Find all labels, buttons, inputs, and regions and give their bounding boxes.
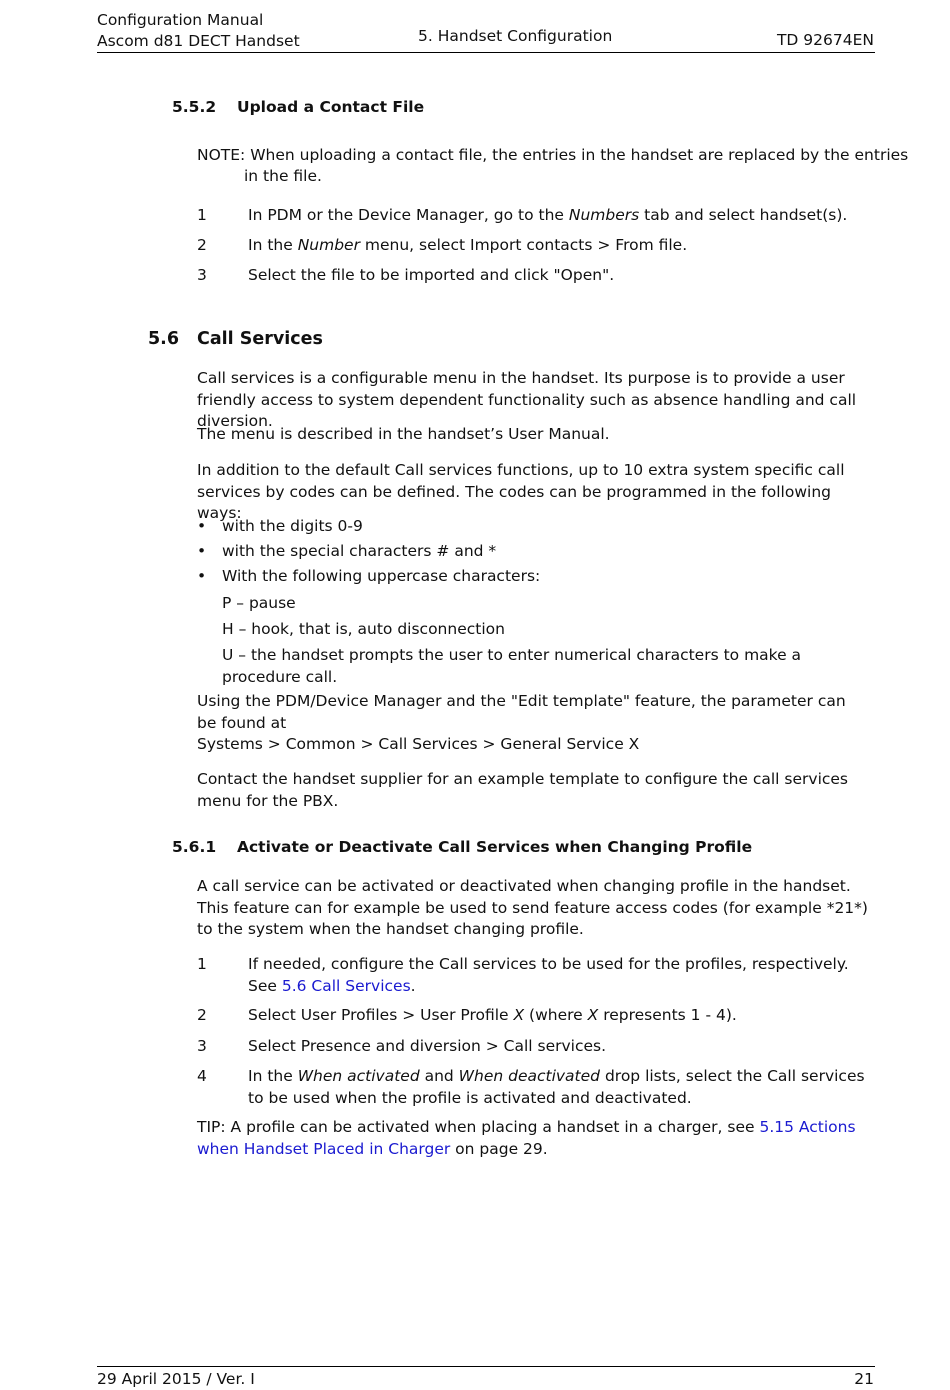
step-text: tab and select handset(s). [639, 206, 848, 224]
step-text: Select Presence and diversion > Call services. [248, 1037, 607, 1055]
bullet-icon: • [197, 542, 207, 560]
section-heading-5-6-1 [172, 838, 752, 856]
list-item [197, 265, 877, 287]
step-text: In the [248, 236, 298, 254]
manual-title: Configuration Manual [97, 11, 264, 29]
paragraph: Call services is a configurable menu in the handset. Its purpose is to provide a user friendly access to system dependent functionality such as absence handling and call diversion. [197, 369, 857, 430]
footer-rule [97, 1366, 875, 1367]
chapter-title: 5. Handset Configuration [418, 27, 613, 45]
paragraph: A call service can be activated or deactivated when changing profile in the handset. This feature can for example be used to send feature access codes (for example *21*) to the system when the handset changing profile. [197, 877, 868, 938]
step-number: 1 [197, 955, 207, 973]
cross-reference-link[interactable]: 5.6 Call Services [281, 976, 411, 995]
bullet-item [197, 517, 877, 535]
paragraph: Contact the handset supplier for an example template to configure the call services menu for the PBX. [197, 770, 849, 810]
step-text: If needed, configure the Call services to be used for the profiles, respectively. See [248, 955, 849, 995]
paragraph [197, 691, 847, 756]
step-text: (where [524, 1006, 588, 1024]
section-heading-5-5-2 [172, 98, 424, 116]
list-item [197, 1066, 877, 1109]
step-number: 1 [197, 206, 207, 224]
product-name: Ascom d81 DECT Handset [97, 32, 300, 50]
step-emphasis: Number [297, 236, 360, 254]
bullet-text: with the special characters # and * [222, 542, 497, 560]
sub-item: H – hook, that is, auto disconnection [222, 620, 505, 638]
note-line-1: NOTE: When uploading a contact file, the entries in the handset are replaced by the entries [197, 146, 909, 164]
step-text: Select User Profiles > User Profile [248, 1006, 514, 1024]
section-title: Call Services [197, 329, 323, 349]
tip-text: TIP: A profile can be activated when placing a handset in a charger, see [197, 1118, 760, 1136]
step-emphasis: X [513, 1006, 525, 1024]
section-title: Activate or Deactivate Call Services when Changing Profile [237, 838, 753, 856]
section-number: 5.5.2 [172, 98, 217, 116]
sub-item: P – pause [222, 594, 296, 612]
paragraph-text: Using the PDM/Device Manager and the "Edit template" feature, the parameter can be found at [197, 692, 846, 732]
bullet-text: with the digits 0-9 [222, 517, 363, 535]
step-number: 2 [197, 1006, 207, 1024]
header-rule [97, 52, 875, 53]
step-text: and [419, 1067, 459, 1085]
note-line-2: in the file. [244, 167, 322, 185]
page-number: 21 [854, 1370, 874, 1388]
paragraph: The menu is described in the handset’s User Manual. [197, 425, 610, 443]
bullet-item [197, 542, 877, 560]
menu-path: Systems > Common > Call Services > General Service X [197, 735, 640, 753]
step-text: . [410, 976, 416, 995]
step-number: 3 [197, 266, 207, 284]
running-header-left [97, 10, 300, 52]
step-text: menu, select Import contacts > From file. [359, 236, 688, 254]
step-text: Select the file to be imported and click "Open". [248, 266, 615, 284]
cross-reference-link[interactable]: 5.15 Actions when Handset Placed in Charger [197, 1118, 856, 1158]
list-item [197, 235, 877, 257]
paragraph: In addition to the default Call services functions, up to 10 extra system specific call services by codes can be defined. The codes can be programmed in the following ways: [197, 461, 845, 522]
step-emphasis: When deactivated [458, 1067, 601, 1085]
list-item [197, 1005, 877, 1027]
step-emphasis: X [587, 1006, 599, 1024]
step-text: drop lists, select the Call services to be used when the profile is activated and deactivated. [248, 1067, 865, 1107]
step-emphasis: Numbers [568, 206, 640, 224]
sub-item: U – the handset prompts the user to enter numerical characters to make a procedure call. [222, 646, 802, 686]
bullet-item [197, 567, 877, 585]
bullet-icon: • [197, 567, 207, 585]
step-number: 3 [197, 1037, 207, 1055]
bullet-icon: • [197, 517, 207, 535]
tip-paragraph [197, 1117, 877, 1160]
step-number: 2 [197, 236, 207, 254]
section-heading-5-6 [148, 329, 323, 349]
section-number: 5.6 [148, 329, 180, 349]
list-item [197, 1036, 877, 1058]
footer-date: 29 April 2015 / Ver. I [97, 1370, 255, 1388]
step-number: 4 [197, 1067, 207, 1085]
step-text: In the [248, 1067, 298, 1085]
list-item [197, 205, 877, 227]
document-id: TD 92674EN [776, 31, 874, 49]
tip-text: on page 29. [450, 1139, 548, 1158]
section-title: Upload a Contact File [237, 98, 425, 116]
section-number: 5.6.1 [172, 838, 217, 856]
list-item [197, 954, 877, 997]
bullet-text: With the following uppercase characters: [222, 567, 541, 585]
step-emphasis: When activated [297, 1067, 420, 1085]
step-text: represents 1 - 4). [598, 1006, 737, 1024]
step-text: In PDM or the Device Manager, go to the [248, 206, 569, 224]
